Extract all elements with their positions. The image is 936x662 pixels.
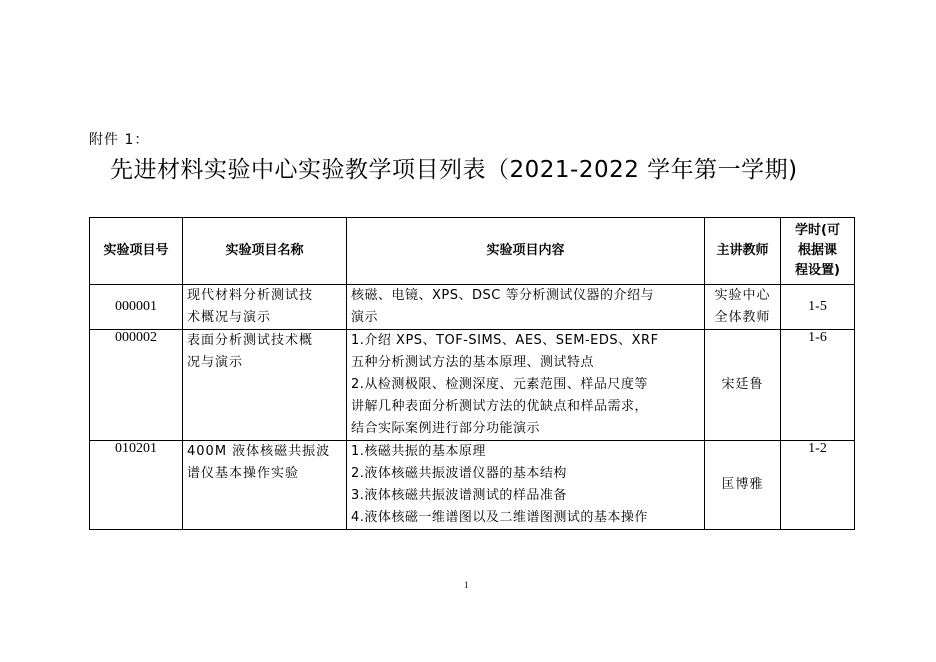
hours-cell: 1-5 [781, 285, 855, 330]
project-table [89, 217, 855, 530]
table-row [90, 441, 855, 530]
teacher-line: 匡博雅 [721, 477, 764, 492]
project-name-line: 谱仪基本操作实验 [187, 466, 300, 481]
project-name-cell [183, 285, 347, 330]
table-row [90, 285, 855, 330]
project-content-line: 核磁、电镜、XPS、DSC 等分析测试仪器的介绍与 [351, 288, 654, 303]
project-content-line: 讲解几种表面分析测试方法的优缺点和样品需求， [351, 399, 649, 414]
project-name-line: 况与演示 [187, 355, 244, 370]
project-content-line: 4.液体核磁一维谱图以及二维谱图测试的基本操作 [351, 510, 648, 525]
project-content-line: 3.液体核磁共振波谱测试的样品准备 [351, 488, 567, 503]
project-name-cell [183, 330, 347, 441]
project-name-cell [183, 441, 347, 530]
project-content-line: 1.核磁共振的基本原理 [351, 444, 486, 459]
teacher-cell [705, 330, 781, 441]
project-content-line: 2.液体核磁共振波谱仪器的基本结构 [351, 466, 567, 481]
teacher-line: 实验中心 [714, 288, 771, 303]
project-content-cell [347, 285, 705, 330]
teacher-line: 全体教师 [714, 310, 771, 325]
project-id-cell: 010201 [90, 441, 183, 530]
teacher-cell [705, 441, 781, 530]
project-name-line: 表面分析测试技术概 [187, 333, 314, 348]
header-hours [781, 218, 855, 285]
header-hours-line: 学时(可 [795, 223, 840, 238]
table-row [90, 330, 855, 441]
project-id-cell: 000001 [90, 285, 183, 330]
project-content-cell [347, 330, 705, 441]
header-teacher: 主讲教师 [705, 218, 781, 285]
project-content-line: 结合实际案例进行部分功能演示 [351, 421, 541, 436]
project-content-line: 演示 [351, 310, 379, 325]
project-content-cell [347, 441, 705, 530]
teacher-cell [705, 285, 781, 330]
page-title: 先进材料实验中心实验教学项目列表（2021-2022 学年第一学期) [110, 157, 798, 183]
hours-cell: 1-2 [781, 441, 855, 530]
project-name-line: 400M 液体核磁共振波 [187, 444, 331, 459]
header-project-content: 实验项目内容 [347, 218, 705, 285]
project-content-line: 1.介绍 XPS、TOF-SIMS、AES、SEM-EDS、XRF [351, 333, 659, 348]
project-name-line: 现代材料分析测试技 [187, 288, 314, 303]
table-header-row [90, 218, 855, 285]
project-content-line: 五种分析测试方法的基本原理、测试特点 [351, 355, 595, 370]
page-number: 1 [464, 580, 469, 590]
header-project-id: 实验项目号 [90, 218, 183, 285]
project-id-cell: 000002 [90, 330, 183, 441]
project-content-line: 2.从检测极限、检测深度、元素范围、样品尺度等 [351, 377, 648, 392]
attachment-label: 附件 1： [89, 132, 150, 148]
teacher-line: 宋廷鲁 [721, 377, 764, 392]
header-hours-line: 根据课 [797, 243, 837, 258]
header-hours-line: 程设置) [795, 263, 840, 278]
header-project-name: 实验项目名称 [183, 218, 347, 285]
hours-cell: 1-6 [781, 330, 855, 441]
project-name-line: 术概况与演示 [187, 310, 272, 325]
